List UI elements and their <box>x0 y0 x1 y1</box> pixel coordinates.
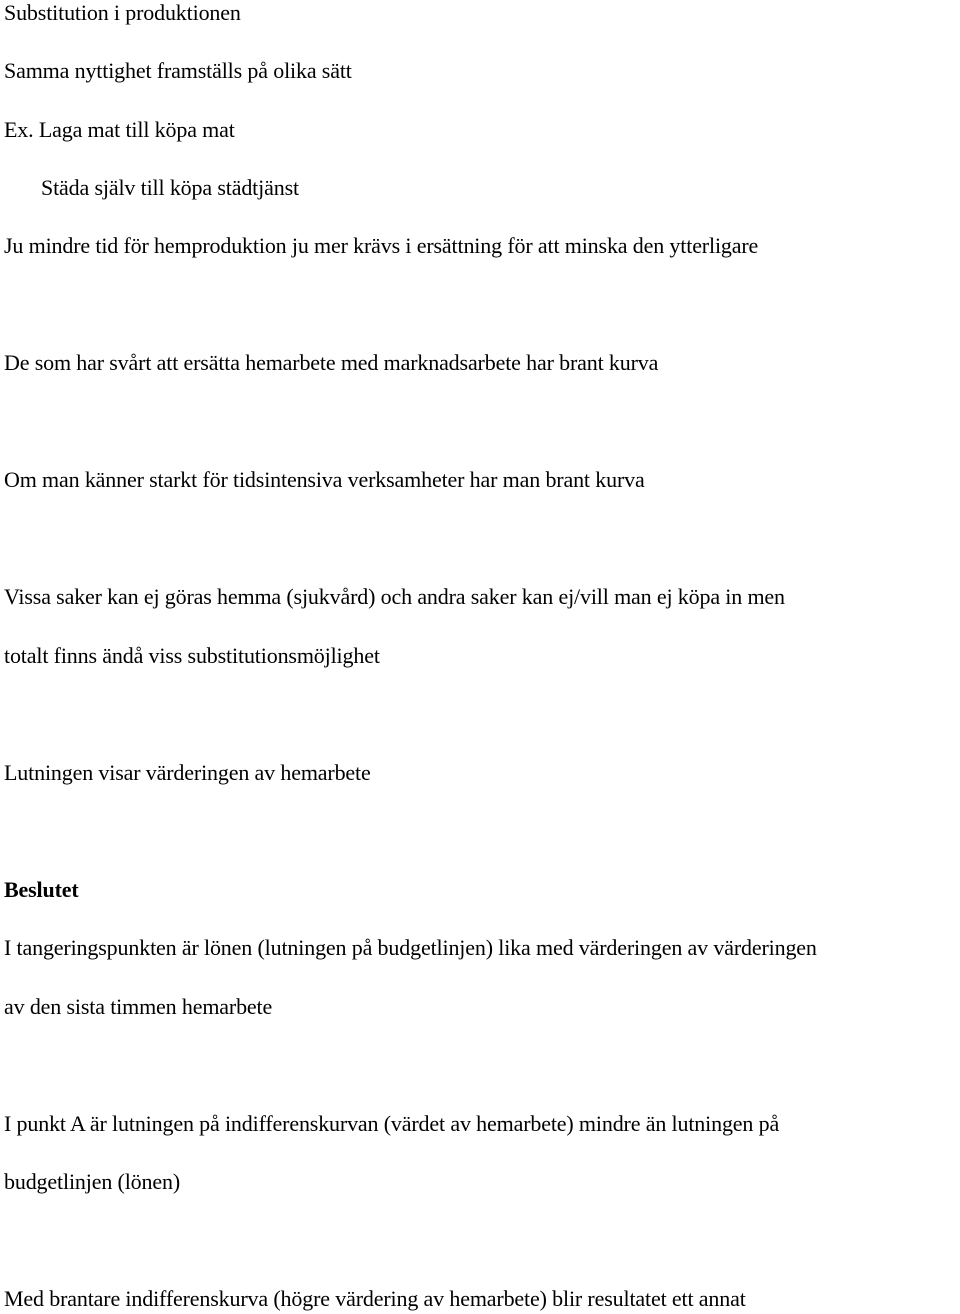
paragraph-line: Samma nyttighet framställs på olika sätt <box>4 58 352 83</box>
paragraph-line: I tangeringspunkten är lönen (lutningen på budgetlinjen) lika med värderingen av värderingen <box>4 935 817 960</box>
section-title: Substitution i produktionen <box>4 0 241 25</box>
paragraph-line: Ju mindre tid för hemproduktion ju mer krävs i ersättning för att minska den ytterligare <box>4 233 759 258</box>
paragraph-line: budgetlinjen (lönen) <box>4 1169 181 1194</box>
example-line-indented: Städa själv till köpa städtjänst <box>41 175 299 200</box>
paragraph-line: Vissa saker kan ej göras hemma (sjukvård) och andra saker kan ej/vill man ej köpa in men <box>4 584 785 609</box>
paragraph-line: I punkt A är lutningen på indifferenskurvan (värdet av hemarbete) mindre än lutningen på <box>4 1111 780 1136</box>
subheading: Beslutet <box>4 877 79 902</box>
paragraph-line: totalt finns ändå viss substitutionsmöjlighet <box>4 643 380 668</box>
paragraph-line: De som har svårt att ersätta hemarbete med marknadsarbete har brant kurva <box>4 350 659 375</box>
example-line: Ex. Laga mat till köpa mat <box>4 117 235 142</box>
paragraph-line: Lutningen visar värderingen av hemarbete <box>4 760 371 785</box>
paragraph-line: Med brantare indifferenskurva (högre värdering av hemarbete) blir resultatet ett annat <box>4 1286 746 1311</box>
paragraph-line: av den sista timmen hemarbete <box>4 994 273 1019</box>
paragraph-line: Om man känner starkt för tidsintensiva verksamheter har man brant kurva <box>4 467 645 492</box>
